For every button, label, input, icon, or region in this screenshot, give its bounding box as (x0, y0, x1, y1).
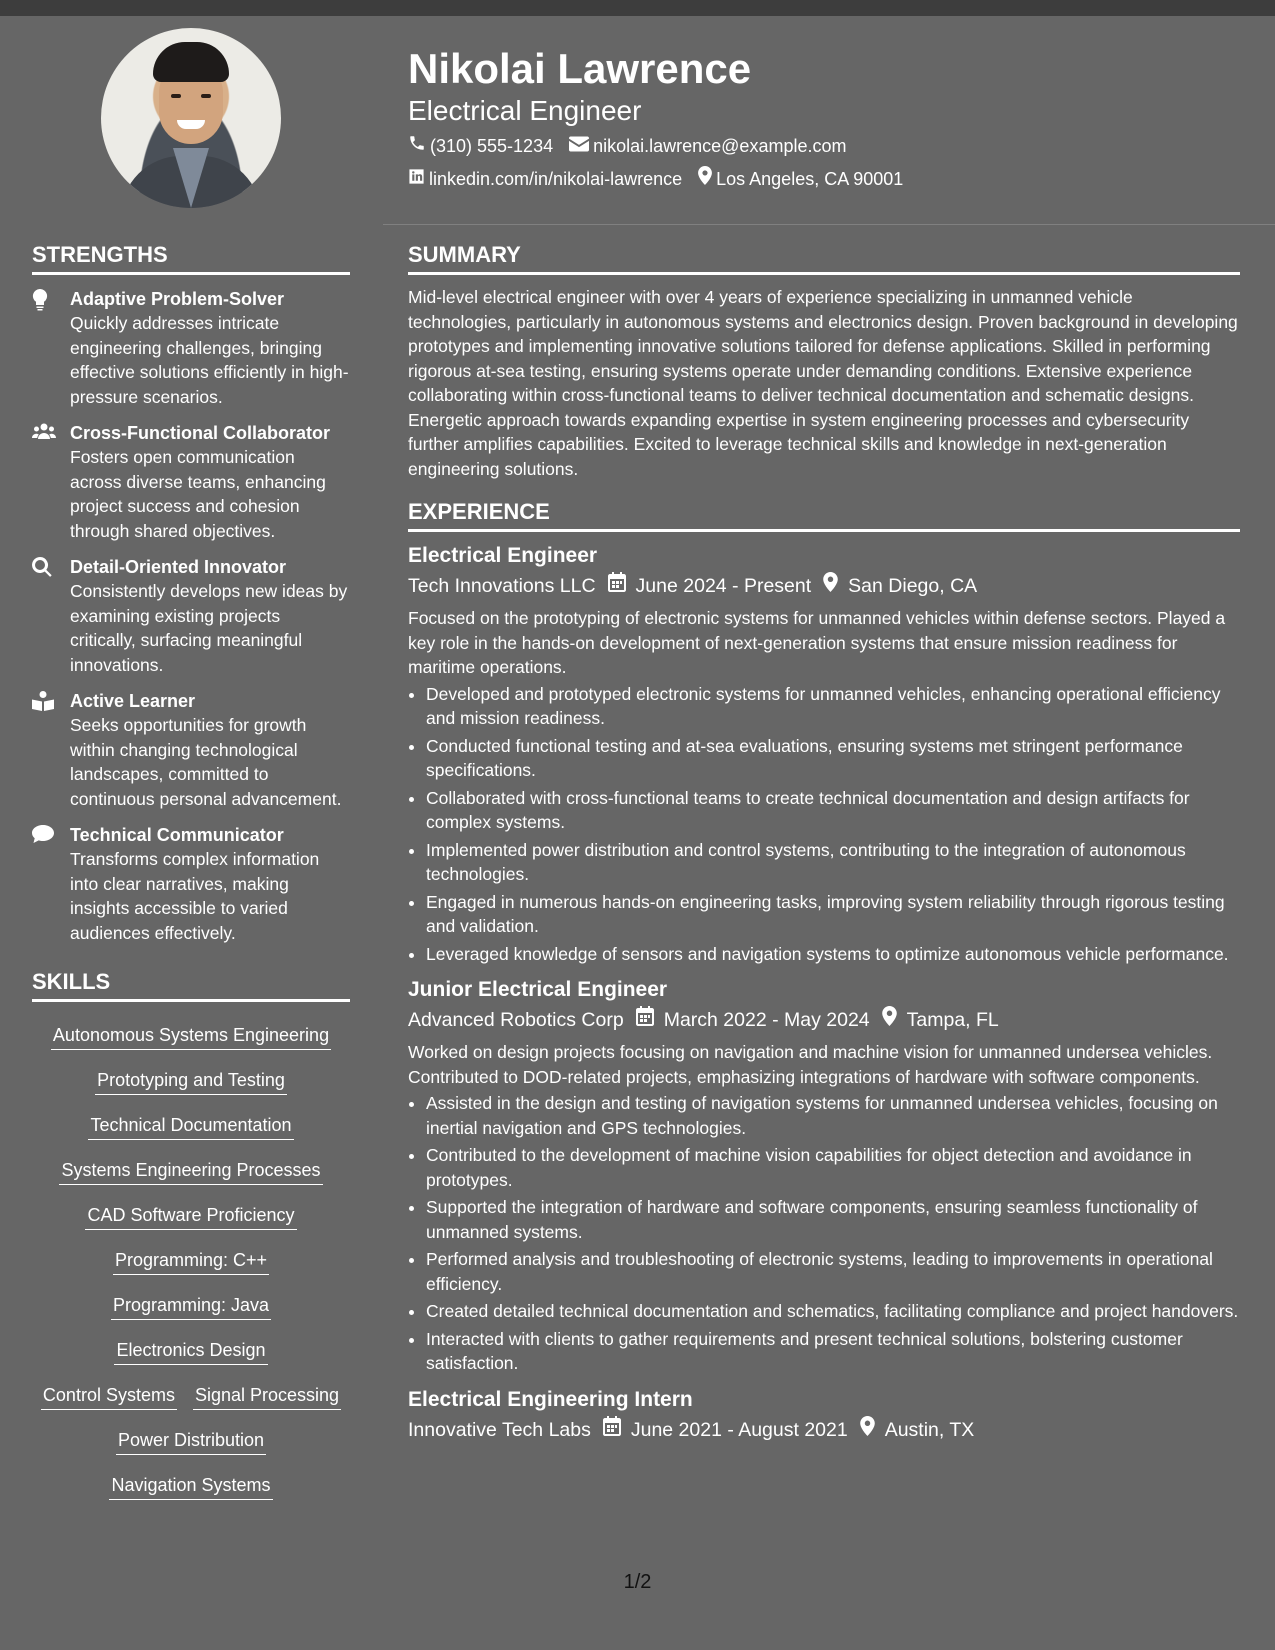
strengths-underline (32, 272, 350, 275)
strengths-heading: STRENGTHS (32, 242, 168, 267)
job-bullet: • Interacted with clients to gather requirements and present technical solutions, bolstering customer satisfaction. (426, 1327, 1240, 1376)
job-dates: June 2024 - Present (635, 575, 812, 597)
experience-heading: EXPERIENCE (408, 499, 550, 524)
strength-desc: Fosters open communication across diverse teams, enhancing project success and cohesion through shared objectives. (70, 447, 326, 541)
job-description: Focused on the prototyping of electronic systems for unmanned vehicles within defense sectors. Played a key role in the hands-on development of next-generation systems that ensure mission readiness for maritime operations. (408, 608, 1226, 677)
skill-tag: Programming: C++ (113, 1244, 269, 1275)
strength-item (32, 555, 350, 677)
skills-list (32, 1012, 350, 1507)
job-bullet: • Performed analysis and troubleshooting of electronic systems, leading to improvements in operational efficiency. (426, 1247, 1240, 1296)
strength-item (32, 287, 350, 409)
job-title: Electrical Engineering Intern (408, 1387, 693, 1411)
skill-tag: Systems Engineering Processes (59, 1154, 322, 1185)
strength-desc: Transforms complex information into clear narratives, making insights accessible to varied audiences effectively. (70, 849, 320, 943)
strength-desc: Seeks opportunities for growth within changing technological landscapes, committed to continuous personal advancement. (70, 715, 342, 809)
skill-tag: Autonomous Systems Engineering (51, 1019, 331, 1050)
job-bullet: • Created detailed technical documentation and schematics, facilitating compliance and project handovers. (426, 1299, 1240, 1324)
email-link[interactable]: nikolai.lawrence@example.com (593, 136, 847, 156)
job-entry (408, 1386, 1240, 1444)
linkedin-icon (408, 167, 429, 191)
summary-text: Mid-level electrical engineer with over 4 years of experience specializing in unmanned vehicle technologies, particularly in autonomous systems and electronics design. Proven background in developing prototypes and implementing innovative solutions tailored for defense applications. Skilled in performing rigorous at-sea testing, ensuring systems operate under demanding conditions. Extensive experience collaborating within cross-functional teams to deliver technical documentation and schematic designs. Energetic approach towards expanding expertise in system engineering processes and cybersecurity further amplifies capabilities. Excited to leverage technical skills and knowledge in next-generation engineering solutions. (408, 287, 1238, 479)
candidate-name: Nikolai Lawrence (408, 45, 752, 92)
location-text: Los Angeles, CA 90001 (716, 168, 904, 189)
strength-title: Detail-Oriented Innovator (70, 557, 287, 577)
page-number: 1/2 (623, 1571, 652, 1593)
location-icon (848, 1416, 885, 1444)
job-bullet: • Collaborated with cross-functional teams to create technical documentation and design artifacts for complex systems. (426, 786, 1240, 835)
job-location: San Diego, CA (848, 575, 978, 597)
skill-tag: Electronics Design (114, 1334, 267, 1365)
strength-title: Adaptive Problem-Solver (70, 289, 285, 309)
skill-tag: Navigation Systems (109, 1469, 272, 1500)
email-icon (569, 134, 593, 158)
location-icon (811, 572, 848, 600)
job-bullet: • Engaged in numerous hands-on engineering tasks, improving system reliability through rigorous testing and validation. (426, 890, 1240, 939)
job-bullet: • Supported the integration of hardware and software components, ensuring seamless functionality of unmanned systems. (426, 1195, 1240, 1244)
top-bar (0, 0, 1275, 16)
job-title: Junior Electrical Engineer (408, 978, 668, 1001)
book-reader-icon (32, 691, 54, 713)
calendar-icon (596, 572, 636, 600)
job-meta (408, 1416, 1240, 1444)
job-dates: March 2022 - May 2024 (663, 1009, 870, 1031)
job-location: Tampa, FL (906, 1009, 999, 1031)
job-dates: June 2021 - August 2021 (630, 1418, 848, 1441)
strength-title: Active Learner (70, 691, 196, 711)
job-bullets (408, 682, 1240, 967)
job-bullet: • Implemented power distribution and control systems, contributing to the integration of autonomous technologies. (426, 838, 1240, 887)
contact-row-1 (408, 134, 846, 158)
company-name: Advanced Robotics Corp (408, 1009, 624, 1031)
job-bullets (408, 1091, 1240, 1376)
job-title: Electrical Engineer (408, 544, 598, 567)
phone-text[interactable]: (310) 555-1234 (430, 136, 554, 156)
company-name: Tech Innovations LLC (408, 575, 596, 597)
header-divider (383, 224, 1275, 225)
phone-icon (408, 134, 430, 158)
job-bullet: • Leveraged knowledge of sensors and navigation systems to optimize autonomous vehicle performance. (426, 942, 1240, 967)
location-icon (698, 166, 716, 191)
profile-photo (101, 28, 281, 208)
skills-underline (32, 999, 350, 1002)
job-entry (408, 976, 1240, 1376)
search-icon (32, 557, 54, 579)
location-icon (870, 1006, 907, 1034)
strength-desc: Consistently develops new ideas by examining existing projects critically, surfacing meaningful innovations. (70, 581, 348, 675)
job-description: Worked on design projects focusing on navigation and machine vision for unmanned undersea vehicles. Contributed to DOD-related projects, emphasizing integrations of hardware with software components. (408, 1042, 1213, 1087)
comment-icon (32, 825, 54, 847)
job-entry (408, 542, 1240, 966)
job-meta (408, 1006, 1240, 1034)
candidate-title: Electrical Engineer (408, 95, 642, 126)
summary-heading: SUMMARY (408, 242, 521, 267)
users-icon (32, 423, 54, 445)
strength-title: Technical Communicator (70, 825, 284, 845)
strength-title: Cross-Functional Collaborator (70, 423, 331, 443)
linkedin-link[interactable]: linkedin.com/in/nikolai-lawrence (429, 168, 683, 189)
job-bullet: • Contributed to the development of machine vision capabilities for object detection and avoidance in prototypes. (426, 1143, 1240, 1192)
company-name: Innovative Tech Labs (408, 1418, 591, 1441)
lightbulb-icon (32, 289, 54, 311)
contact-row-2 (408, 166, 903, 191)
right-column (408, 240, 1240, 1444)
experience-list (408, 542, 1240, 1444)
strength-item (32, 823, 350, 945)
job-meta (408, 572, 1240, 600)
skill-tag: Signal Processing (193, 1379, 341, 1410)
job-bullet: • Developed and prototyped electronic systems for unmanned vehicles, enhancing operational efficiency and mission readiness. (426, 682, 1240, 731)
experience-underline (408, 529, 1240, 532)
skills-heading: SKILLS (32, 969, 111, 994)
skill-tag: CAD Software Proficiency (85, 1199, 296, 1230)
job-bullet: • Conducted functional testing and at-sea evaluations, ensuring systems met stringent performance specifications. (426, 734, 1240, 783)
skill-tag: Prototyping and Testing (95, 1064, 287, 1095)
skill-tag: Programming: Java (111, 1289, 271, 1320)
job-bullet: • Assisted in the design and testing of navigation systems for unmanned undersea vehicles, focusing on inertial navigation and GPS technologies. (426, 1091, 1240, 1140)
job-location: Austin, TX (884, 1418, 975, 1441)
calendar-icon (624, 1006, 664, 1034)
strength-item (32, 689, 350, 811)
summary-underline (408, 272, 1240, 275)
skill-tag: Power Distribution (116, 1424, 266, 1455)
strength-desc: Quickly addresses intricate engineering challenges, bringing effective solutions efficiently in high-pressure scenarios. (70, 313, 349, 407)
strength-item (32, 421, 350, 543)
calendar-icon (591, 1416, 631, 1444)
skill-tag: Control Systems (41, 1379, 177, 1410)
skill-tag: Technical Documentation (88, 1109, 293, 1140)
left-column (32, 240, 350, 1507)
